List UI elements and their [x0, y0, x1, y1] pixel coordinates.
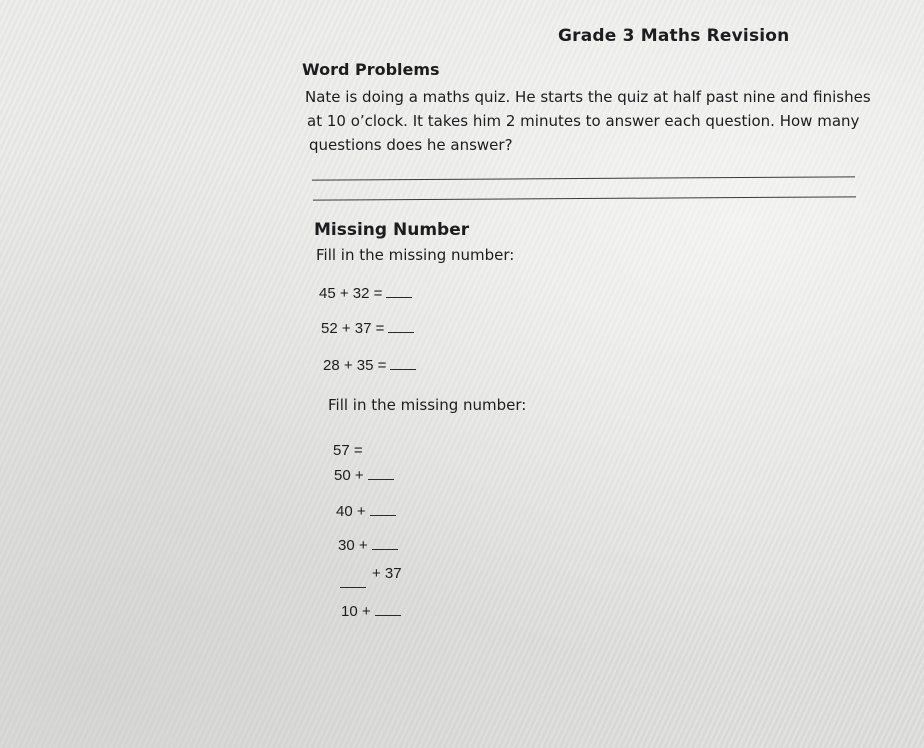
partition-text: 40 + — [336, 503, 366, 520]
word-problem-line-1: Nate is doing a maths quiz. He starts the quiz at half past nine and finishes — [305, 88, 871, 106]
answer-blank — [340, 577, 366, 588]
equation-text: 52 + 37 = — [321, 320, 385, 337]
missing-number-instruction-2: Fill in the missing number: — [328, 396, 527, 414]
target-number: 57 = — [333, 442, 363, 459]
answer-blank — [375, 605, 401, 616]
answer-line-2 — [313, 196, 856, 200]
missing-number-heading: Missing Number — [314, 220, 470, 240]
answer-blank — [386, 287, 412, 298]
answer-blank — [368, 469, 394, 480]
partition-text: 50 + — [334, 467, 364, 484]
equation-row — [319, 285, 412, 302]
answer-blank — [390, 359, 416, 370]
equation-row — [323, 357, 416, 374]
word-problems-heading: Word Problems — [302, 60, 440, 79]
word-problem-line-2: at 10 o’clock. It takes him 2 minutes to answer each question. How many — [307, 112, 860, 130]
partition-row — [334, 467, 394, 484]
partition-text: 10 + — [341, 603, 371, 620]
partition-row — [336, 503, 396, 520]
partition-row — [338, 537, 398, 554]
answer-blank — [372, 539, 398, 550]
equation-text: 45 + 32 = — [319, 285, 383, 302]
worksheet-title: Grade 3 Maths Revision — [558, 26, 790, 46]
partition-row — [341, 603, 401, 620]
partition-text: + 37 — [372, 565, 402, 582]
equation-text: 28 + 35 = — [323, 357, 387, 374]
partition-text: 30 + — [338, 537, 368, 554]
answer-blank — [370, 505, 396, 516]
answer-blank — [388, 322, 414, 333]
answer-line-1 — [312, 176, 855, 180]
missing-number-instruction-1: Fill in the missing number: — [316, 246, 515, 264]
equation-row — [321, 320, 414, 337]
partition-row — [340, 565, 402, 582]
word-problem-line-3: questions does he answer? — [309, 136, 513, 154]
